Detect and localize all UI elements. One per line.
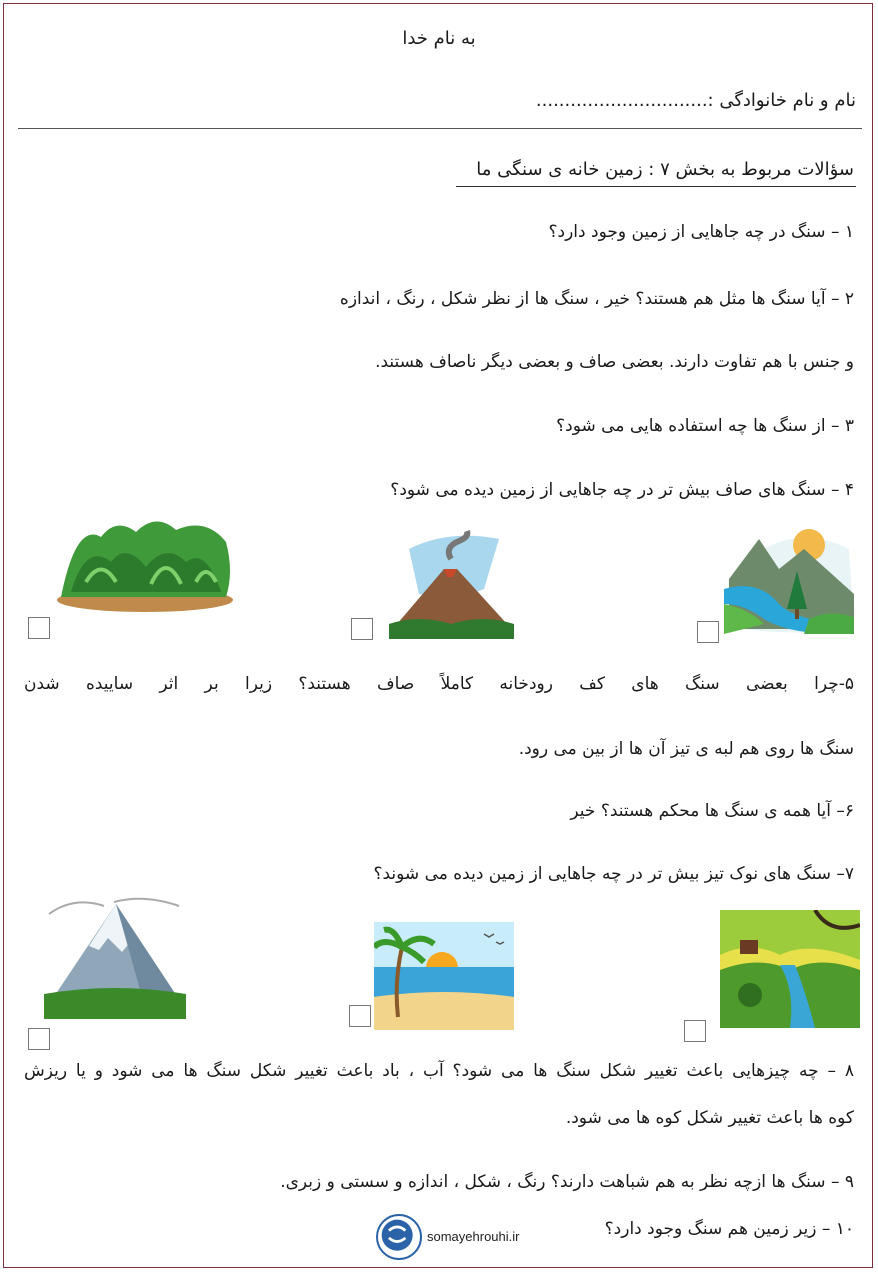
river-valley-icon (719, 509, 859, 639)
q7-checkbox-snowy-mountain[interactable] (28, 1028, 50, 1050)
snowy-mountain-picture (44, 894, 186, 1019)
river-valley-picture (719, 509, 859, 639)
q4-checkbox-river-valley[interactable] (697, 621, 719, 643)
question-9: ۹ – سنگ ها ازچه نظر به هم شباهت دارند؟ رنگ ، شکل ، اندازه و سستی و زبری. (280, 1172, 854, 1192)
forest-stream-picture (720, 910, 860, 1028)
snowy-mountain-icon (44, 894, 186, 1019)
jungle-picture (56, 512, 234, 614)
q7-checkbox-beach[interactable] (349, 1005, 371, 1027)
question-1: ۱ – سنگ در چه جاهایی از زمین وجود دارد؟ (548, 222, 854, 242)
question-2-line-2: و جنس با هم تفاوت دارند. بعضی صاف و بعضی دیگر ناصاف هستند. (375, 352, 854, 372)
worksheet-page (3, 3, 873, 1268)
volcano-icon (389, 529, 514, 639)
name-field: نام و نام خانوادگی :.............................. (535, 90, 856, 111)
question-5-line-2: سنگ ها روی هم لبه ی تیز آن ها از بین می رود. (518, 739, 854, 759)
question-6: ۶– آیا همه ی سنگ ها محکم هستند؟ خیر (570, 801, 854, 821)
section-underline (456, 186, 856, 187)
page-title: به نام خدا (402, 28, 476, 49)
footer-url[interactable]: somayehrouhi.ir (427, 1229, 520, 1244)
beach-picture (374, 922, 514, 1030)
question-10: ۱۰ – زیر زمین هم سنگ وجود دارد؟ (604, 1219, 854, 1239)
question-3: ۳ – از سنگ ها چه استفاده هایی می شود؟ (556, 416, 854, 436)
question-4: ۴ – سنگ های صاف بیش تر در چه جاهایی از زمین دیده می شود؟ (390, 480, 854, 500)
site-logo (376, 1214, 422, 1260)
site-logo-icon (378, 1216, 420, 1258)
question-8-line-1: ۸ – چه چیزهایی باعث تغییر شکل سنگ ها می شود؟ آب ، باد باعث تغییر شکل سنگ ها می شود و یا ریزش (24, 1061, 854, 1081)
q4-checkbox-volcano[interactable] (351, 618, 373, 640)
section-title: سؤالات مربوط به بخش ۷ : زمین خانه ی سنگی ما (476, 159, 854, 180)
question-7: ۷– سنگ های نوک تیز بیش تر در چه جاهایی از زمین دیده می شوند؟ (373, 864, 854, 884)
question-8-line-2: کوه ها باعث تغییر شکل کوه ها می شود. (565, 1108, 854, 1128)
beach-icon (374, 922, 514, 1030)
volcano-picture (389, 529, 514, 639)
q4-checkbox-jungle[interactable] (28, 617, 50, 639)
question-5-line-1: ۵-چرا بعضی سنگ های کف رودخانه کاملاً صاف هستند؟ زیرا بر اثر ساییده شدن (24, 674, 854, 694)
header-divider (18, 128, 862, 129)
forest-stream-icon (720, 910, 860, 1028)
jungle-icon (56, 512, 234, 614)
q7-checkbox-forest-stream[interactable] (684, 1020, 706, 1042)
question-2-line-1: ۲ – آیا سنگ ها مثل هم هستند؟ خیر ، سنگ ها از نظر شکل ، رنگ ، اندازه (339, 289, 854, 309)
